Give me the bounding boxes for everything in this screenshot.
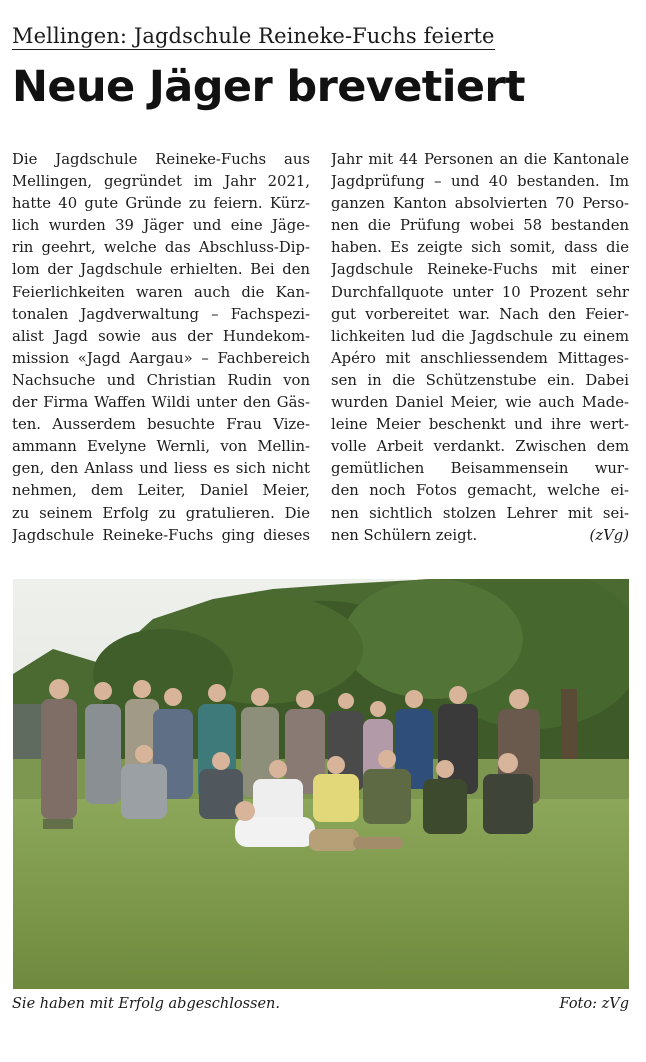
body-line: rin geehrt, welche das Abschluss-Dip- (12, 239, 310, 257)
body-line: Die Jagdschule Reineke-Fuchs aus (12, 151, 310, 168)
body-line: nehmen, dem Leiter, Daniel Meier, (12, 482, 310, 500)
body-line: lich wurden 39 Jäger und eine Jäge- (12, 217, 310, 235)
body-line: ammann Evelyne Wernli, von Mellin- (12, 438, 310, 456)
body-line: nen die Prüfung wobei 58 bestanden (331, 217, 629, 235)
body-line: der Firma Waffen Wildi unter den Gäs- (12, 394, 310, 412)
article-headline: Neue Jäger brevetiert (12, 62, 525, 112)
body-line: lom der Jagdschule erhielten. Bei den (12, 261, 310, 279)
article-body-right-column (331, 149, 629, 547)
body-line: nen Schülern zeigt. (331, 526, 478, 544)
body-line: leine Meier beschenkt und ihre wert- (331, 416, 629, 434)
article-byline: (zVg) (589, 526, 629, 544)
body-line: Jahr mit 44 Personen an die Kantonale (331, 151, 629, 168)
body-line: mission «Jagd Aargau» – Fachbereich (12, 349, 310, 367)
body-line: Feierlichkeiten waren auch die Kan- (12, 283, 310, 301)
photo-caption: Sie haben mit Erfolg abgeschlossen. (12, 996, 280, 1012)
body-line-with-byline (331, 525, 629, 547)
body-line: Apéro mit anschliessendem Mittages- (331, 349, 629, 367)
photo-caption-bar (12, 996, 629, 1012)
body-line: Mellingen, gegründet im Jahr 2021, (12, 173, 310, 191)
photo-credit: Foto: zVg (559, 996, 629, 1012)
body-line: Jagdschule Reineke-Fuchs mit einer (331, 261, 629, 279)
body-line: volle Arbeit verdankt. Zwischen dem (331, 438, 629, 456)
body-line: Jagdschule Reineke-Fuchs ging dieses (12, 526, 310, 544)
body-line: hatte 40 gute Gründe zu feiern. Kürz- (12, 195, 310, 213)
body-line: ten. Ausserdem besuchte Frau Vize- (12, 416, 310, 434)
body-line: Durchfallquote unter 10 Prozent sehr (331, 283, 629, 301)
body-line: gut vorbereitet war. Nach den Feier- (331, 305, 629, 323)
body-line: zu seinem Erfolg zu gratulieren. Die (12, 504, 310, 522)
body-line: lichkeiten lud die Jagdschule zu einem (331, 327, 629, 345)
article-body-left-column (12, 149, 310, 547)
body-line: alist Jagd sowie aus der Hundekom- (12, 327, 310, 345)
body-line: tonalen Jagdverwaltung – Fachspezi- (12, 305, 310, 323)
body-line: gemütlichen Beisammensein wur- (331, 460, 629, 478)
body-line: ganzen Kanton absolvierten 70 Perso- (331, 195, 629, 213)
body-line: sen in die Schützenstube ein. Dabei (331, 371, 629, 389)
body-line: wurden Daniel Meier, wie auch Made- (331, 394, 629, 412)
body-line: gen, den Anlass und liess es sich nicht (12, 460, 310, 478)
article-kicker: Mellingen: Jagdschule Reineke-Fuchs feierte (12, 24, 495, 48)
body-line: Jagdprüfung – und 40 bestanden. Im (331, 173, 629, 191)
body-line: haben. Es zeigte sich somit, dass die (331, 239, 629, 257)
group-photo-illustration (13, 579, 629, 989)
body-line: den noch Fotos gemacht, welche ei- (331, 482, 629, 500)
body-line: Nachsuche und Christian Rudin von (12, 371, 310, 389)
group-photo (13, 579, 629, 989)
body-line: nen sichtlich stolzen Lehrer mit sei- (331, 504, 629, 522)
